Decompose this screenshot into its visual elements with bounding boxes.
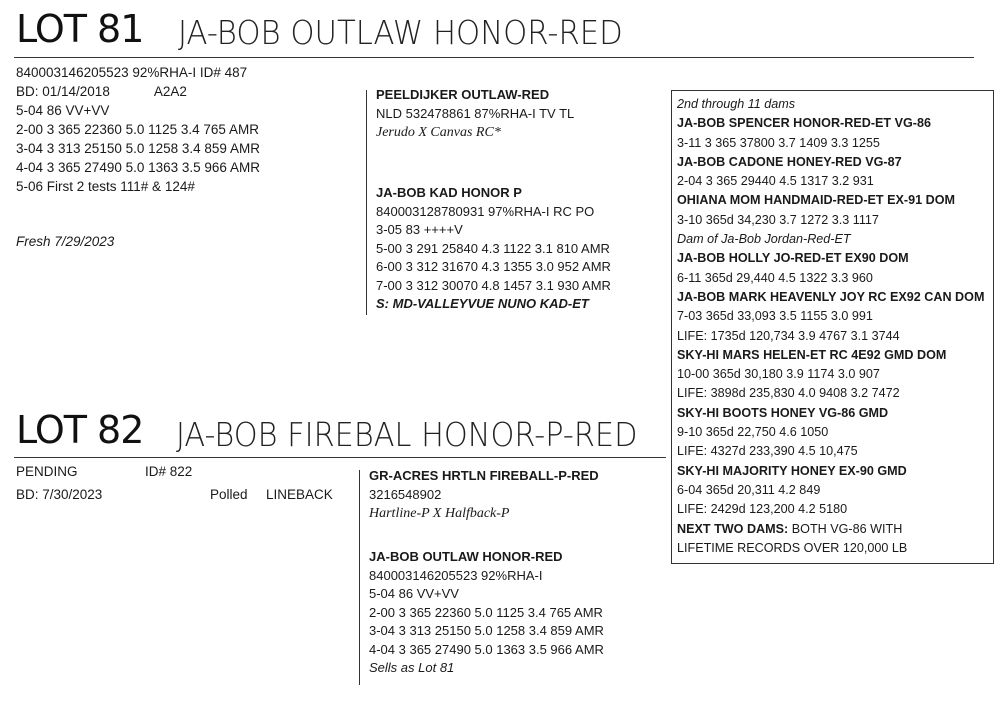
lot-82-number: LOT 82 [16,408,144,452]
lot-82-dam-note: Sells as Lot 81 [369,660,455,675]
dam-record-line: 2-04 3 365 29440 4.5 1317 3.2 931 [677,174,874,189]
lot-82-sire-name: GR-ACRES HRTLN FIREBALL-P-RED [369,468,599,483]
dams-box-next [677,520,993,539]
dams-box-lines [677,114,993,519]
dam-record-line: 9-10 365d 22,750 4.6 1050 [677,425,829,440]
lot-82-dam-registration: 840003146205523 92%RHA-I [369,567,543,583]
lot-82-polled: Polled [210,487,248,502]
lot-81-record-4: 5-06 First 2 tests 111# & 124# [16,179,195,194]
dam-record-line: 3-10 365d 34,230 3.7 1272 3.3 1117 [677,212,879,227]
lot-82-dam-name: JA-BOB OUTLAW HONOR-RED [369,549,563,564]
dam-record-line: 7-03 365d 33,093 3.5 1155 3.0 991 [677,309,873,324]
lot-81-genetic: A2A2 [153,84,187,99]
dam-record-line: 6-04 365d 20,311 4.2 849 [677,482,821,497]
dam-name-line: SKY-HI MAJORITY HONEY EX-90 GMD [677,463,907,478]
dam-name-line: OHIANA MOM HANDMAID-RED-ET EX-91 DOM [677,193,955,208]
lot-81-dam-score: 3-05 83 ++++V [376,222,463,237]
lot-81-pedigree-bracket [366,90,367,315]
lot-81-sire [376,85,574,142]
lot-82-dam-record-3: 4-04 3 365 27490 5.0 1363 3.5 966 AMR [369,641,604,657]
dam-record-line: LIFE: 1735d 120,734 3.9 4767 3.1 3744 [677,328,900,343]
dam-name-line: JA-BOB HOLLY JO-RED-ET EX90 DOM [677,251,909,266]
lot-81-birthdate-row [16,82,260,101]
lot-82-name: JA-BOB FIREBAL HONOR-P-RED [176,415,638,454]
lot-81-dam-sire-line: S: MD-VALLEYVUE NUNO KAD-ET [376,296,589,311]
lot-81-record-2: 3-04 3 313 25150 5.0 1258 3.4 859 AMR [16,141,260,156]
lot-82-pedigree-bracket [359,470,360,685]
dam-name-line: SKY-HI MARS HELEN-ET RC 4E92 GMD DOM [677,347,947,362]
lot-82-lineback: LINEBACK [266,487,333,502]
lot-81-sire-registration: NLD 532478861 87%RHA-I TV TL [376,106,575,121]
lot-81-name: JA-BOB OUTLAW HONOR-RED [178,13,623,52]
lot-81-dam-name: JA-BOB KAD HONOR P [376,185,522,200]
lot-82-dam-record-2: 3-04 3 313 25150 5.0 1258 3.4 859 AMR [369,623,604,638]
lot-82-sire [369,466,599,523]
lot-81-details [16,63,260,196]
lot-81-score: 5-04 86 VV+VV [16,103,110,118]
lot-82-sire-pedigree: Hartline-P X Halfback-P [369,506,510,521]
dams-box-last-line: LIFETIME RECORDS OVER 120,000 LB [677,540,908,555]
lot-82-birthdate: BD: 7/30/2023 [16,487,103,502]
lot-81-dam-record-3: 7-00 3 312 30070 4.8 1457 3.1 930 AMR [376,277,611,293]
dam-note-line: Dam of Ja-Bob Jordan-Red-ET [677,232,851,247]
dam-record-line: LIFE: 3898d 235,830 4.0 9408 3.2 7472 [677,386,900,401]
dam-record-line: 3-11 3 365 37800 3.7 1409 3.3 1255 [677,135,880,150]
lot-81-dam-registration: 840003128780931 97%RHA-I RC PO [376,203,595,219]
dam-name-line: JA-BOB CADONE HONEY-RED VG-87 [677,154,902,169]
lot-82-id: ID# 822 [145,464,193,479]
lot-81-registration: 840003146205523 92%RHA-I ID# 487 [16,65,248,80]
lot-82-rule [14,457,666,458]
dams-box-next-label: NEXT TWO DAMS: [677,521,789,536]
dam-record-line: LIFE: 2429d 123,200 4.2 5180 [677,502,848,517]
lot-82-dam-record-1: 2-00 3 365 22360 5.0 1125 3.4 765 AMR [369,604,603,620]
lot-82-status: PENDING [16,464,78,479]
dam-name-line: SKY-HI BOOTS HONEY VG-86 GMD [677,405,889,420]
dam-record-line: 6-11 365d 29,440 4.5 1322 3.3 960 [677,270,873,285]
lot-81-dam-record-1: 5-00 3 291 25840 4.3 1122 3.1 810 AMR [376,240,610,256]
lot-81-record-1: 2-00 3 365 22360 5.0 1125 3.4 765 AMR [16,122,259,137]
lot-81-sire-name: PEELDIJKER OUTLAW-RED [376,87,550,102]
lot-82-dam-score: 5-04 86 VV+VV [369,586,459,601]
dams-box-heading: 2nd through 11 dams [677,97,796,111]
dams-box-next-text: BOTH VG-86 WITH [788,521,903,536]
dam-name-line: JA-BOB SPENCER HONOR-RED-ET VG-86 [677,116,932,131]
dams-box [671,90,994,564]
lot-82-sire-registration: 3216548902 [369,487,442,502]
lot-81-rule [14,57,974,58]
dam-name-line: JA-BOB MARK HEAVENLY JOY RC EX92 CAN DOM [677,289,985,304]
lot-81-number: LOT 81 [16,7,144,51]
lot-81-dam [376,184,611,314]
lot-81-dam-record-2: 6-00 3 312 31670 4.3 1355 3.0 952 AMR [376,259,611,274]
dam-record-line: 10-00 365d 30,180 3.9 1174 3.0 907 [677,367,880,382]
lot-82-dam [369,548,604,678]
lot-81-sire-pedigree: Jerudo X Canvas RC* [376,125,501,140]
lot-81-record-3: 4-04 3 365 27490 5.0 1363 3.5 966 AMR [16,160,260,175]
lot-81-birthdate: BD: 01/14/2018 [16,84,110,99]
lot-81-fresh-date: Fresh 7/29/2023 [16,234,115,249]
dam-record-line: LIFE: 4327d 233,390 4.5 10,475 [677,444,858,459]
